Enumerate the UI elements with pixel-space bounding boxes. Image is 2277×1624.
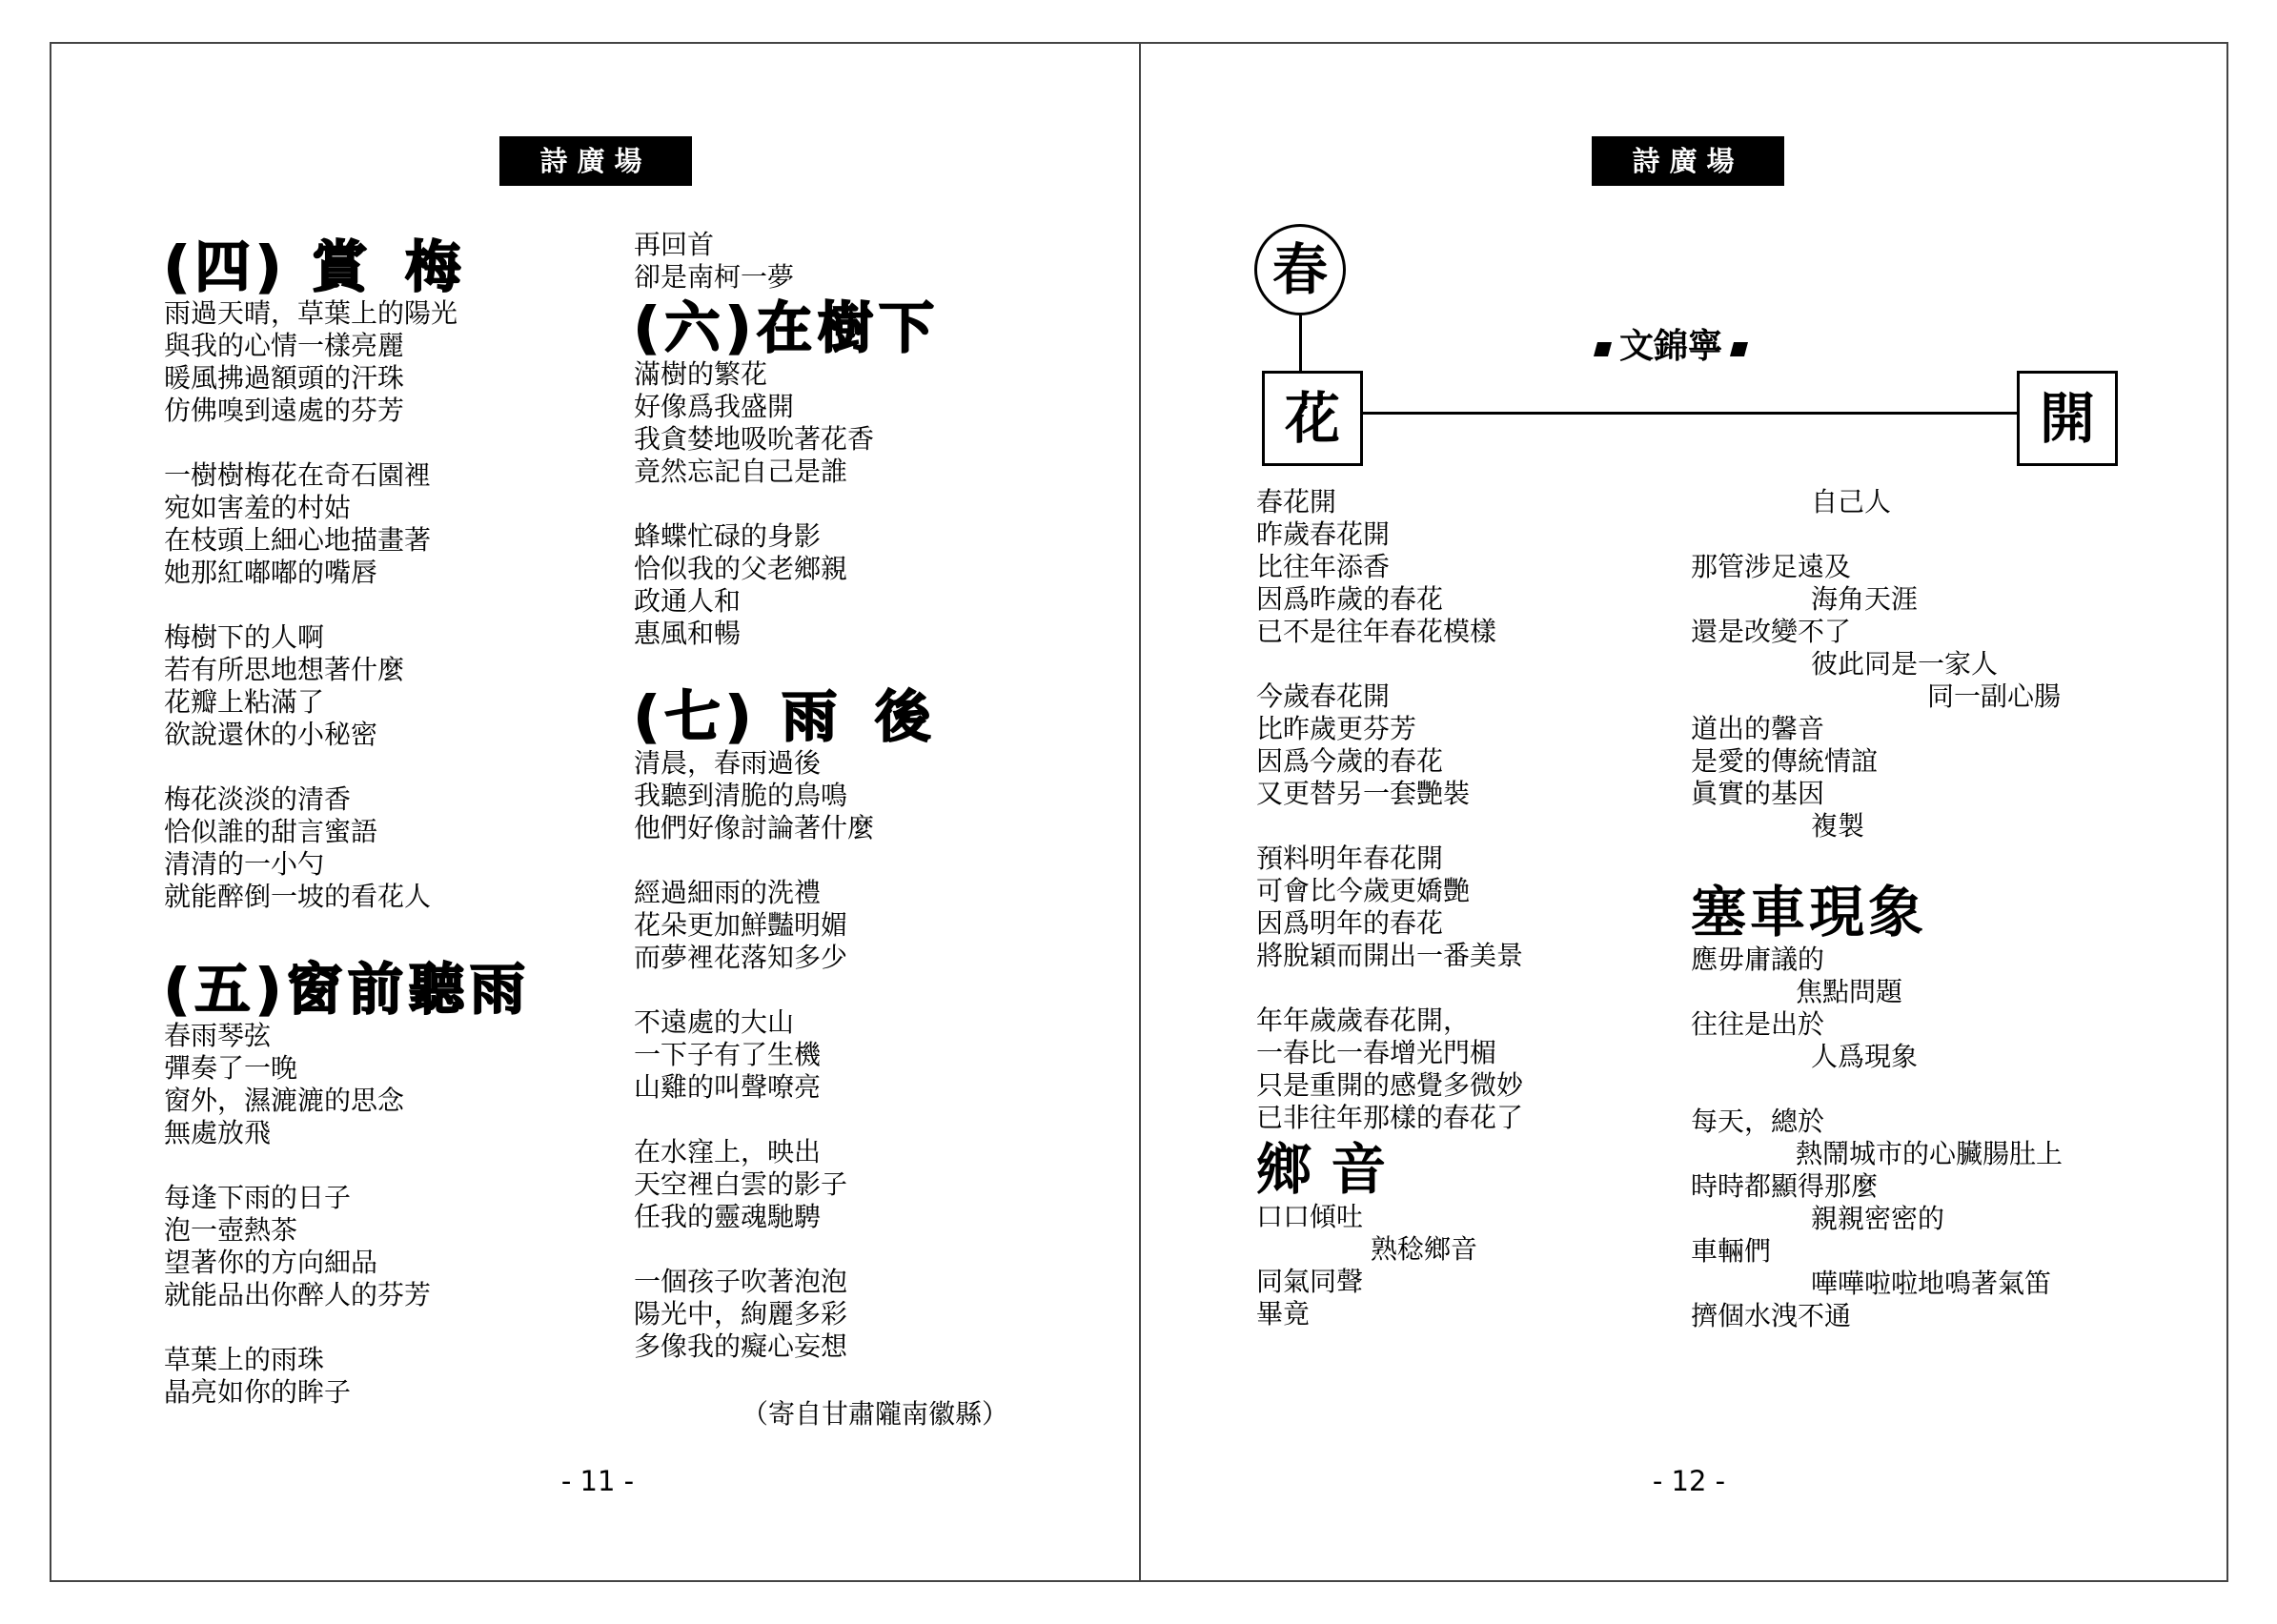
poem-line: 已不是往年春花模樣	[1256, 616, 1497, 647]
stanza	[164, 1344, 531, 1409]
sec6-title	[634, 297, 968, 358]
stanza	[1256, 680, 1523, 810]
poem-line: 花瓣上粘滿了	[164, 686, 325, 718]
poem-line: 她那紅嘟嘟的嘴唇	[164, 557, 378, 588]
poem-line: 昨歲春花開	[1256, 518, 1391, 550]
poem-line: 而夢裡花落知多少	[634, 942, 848, 973]
poem-line: 蜂蝶忙碌的身影	[634, 520, 822, 552]
poem-line: 道出的馨音	[1691, 713, 1825, 744]
left-col1	[164, 236, 531, 1409]
poem-line: 熱鬧城市的心臟腸肚上	[1796, 1138, 2064, 1169]
poem-line: 與我的心情一樣亮麗	[164, 330, 405, 361]
poem-line: 年年歲歲春花開，	[1256, 1005, 1471, 1036]
stanza	[164, 1020, 531, 1149]
poem-line: 同一副心腸	[1927, 680, 2062, 712]
poem-line: 在水窪上，映出	[634, 1136, 822, 1167]
square-bullet-icon	[1594, 342, 1612, 356]
poem-line: 清晨，春雨過後	[634, 747, 822, 779]
poem-line: 就能醉倒一坡的看花人	[164, 881, 432, 912]
poem-line: 經過細雨的洗禮	[634, 877, 822, 908]
poem-line: 複製	[1811, 810, 1865, 842]
poem-line: 泡一壺熱茶	[164, 1214, 298, 1246]
right-header-label: 詩廣場	[1592, 136, 1784, 186]
poem-line: 今歲春花開	[1256, 680, 1391, 712]
poem-line: 因爲昨歲的春花	[1256, 583, 1444, 615]
traffic-title: 塞車現象	[1691, 880, 1928, 944]
poem-line: 窗外，濕漉漉的思念	[164, 1085, 405, 1116]
poem-line: 花朵更加鮮豔明媚	[634, 909, 848, 941]
left-col2	[634, 229, 968, 1363]
sec5-poem	[164, 1020, 531, 1409]
poem-line: 任我的靈魂馳騁	[634, 1201, 822, 1232]
sec7-title-text: 雨後	[782, 684, 969, 749]
poem-line: 滿樹的繁花	[634, 358, 768, 390]
stanza	[164, 783, 531, 913]
sec5-title-text: 窗前聽雨	[287, 957, 532, 1022]
sec4-title-text: 賞梅	[312, 234, 499, 299]
poem-line	[1691, 1073, 2063, 1106]
source-note: （寄自甘肅隴南徽縣）	[742, 1398, 1009, 1430]
poem-line: 政通人和	[634, 585, 742, 617]
poem-line: 應毋庸議的	[1691, 944, 1825, 975]
poem-line: 在枝頭上細心地描畫著	[164, 524, 432, 556]
stanza	[164, 1182, 531, 1311]
stanza	[1256, 1005, 1523, 1134]
spring-circle: 春	[1254, 224, 1346, 315]
poem-line: 只是重開的感覺多微妙	[1256, 1069, 1524, 1101]
poem-line: 每天，總於	[1691, 1106, 1825, 1137]
poem-line: 彈奏了一晚	[164, 1052, 298, 1084]
sec6-title-text: 在樹下	[757, 295, 941, 360]
stanza	[1256, 842, 1523, 972]
poem-line: 同氣同聲	[1256, 1266, 1364, 1297]
poem-line: 多像我的癡心妄想	[634, 1330, 848, 1362]
traffic-poem	[1691, 944, 2063, 1332]
diagram-horizontal-line	[1363, 412, 2017, 415]
sec7-title-num: (七)	[634, 684, 758, 749]
poem-line: 海角天涯	[1811, 583, 1919, 615]
poem-line: 就能品出你醉人的芬芳	[164, 1279, 432, 1310]
stanza	[634, 747, 968, 844]
right-col2	[1691, 486, 2063, 1332]
poem-line: 人爲現象	[1811, 1041, 1919, 1072]
author-name: 文錦寧	[1619, 326, 1723, 366]
poem-line: 還是改變不了	[1691, 616, 1852, 647]
poem-line: 陽光中，絢麗多彩	[634, 1298, 848, 1330]
poem-line: 因爲今歲的春花	[1256, 745, 1444, 777]
poem-line: 雨過天晴，草葉上的陽光	[164, 297, 458, 329]
poem-line: 將脫穎而開出一番美景	[1256, 940, 1524, 971]
poem-line: 是愛的傳統情誼	[1691, 745, 1879, 777]
poem-line: 清清的一小勺	[164, 848, 325, 880]
poem-line: 口口傾吐	[1256, 1201, 1364, 1232]
diagram-vertical-line	[1299, 315, 1302, 371]
poem-line: 望著你的方向細品	[164, 1247, 378, 1278]
poem-line: 梅花淡淡的清香	[164, 783, 352, 815]
square-bullet-icon	[1730, 342, 1748, 356]
xiangyin-continued	[1691, 486, 2063, 842]
poem-line: 一個孩子吹著泡泡	[634, 1266, 848, 1297]
poem-line: 自己人	[1811, 486, 1892, 518]
left-header-label: 詩廣場	[499, 136, 692, 186]
poem-line: 無處放飛	[164, 1117, 272, 1148]
poem-line: 好像爲我盛開	[634, 391, 795, 422]
poem-line: 又更替另一套艷裝	[1256, 778, 1471, 809]
poem-line: 那管涉足遠及	[1691, 551, 1852, 582]
stanza	[1256, 486, 1523, 648]
poem-line: 眞實的基因	[1691, 778, 1825, 809]
poem-line: 預料明年春花開	[1256, 842, 1444, 874]
poem-line: 仿佛嗅到遠處的芬芳	[164, 395, 405, 426]
author-label	[1586, 319, 1756, 368]
poem-line: 一下子有了生機	[634, 1039, 822, 1070]
poem-line: 時時都顯得那麼	[1691, 1170, 1879, 1202]
xiangyin-poem	[1256, 1201, 1523, 1330]
sec4-title-num: (四)	[164, 234, 288, 299]
poem-line: 草葉上的雨珠	[164, 1344, 325, 1375]
poem-line: 春花開	[1256, 486, 1337, 518]
poem-line: 恰似誰的甜言蜜語	[164, 816, 378, 847]
right-col1	[1256, 486, 1523, 1330]
poem-line: 親親密密的	[1811, 1203, 1945, 1234]
right-page-number: - 12 -	[1652, 1465, 1726, 1497]
stanza	[634, 1266, 968, 1363]
sec6-title-num: (六)	[634, 295, 758, 360]
open-box: 開	[2017, 371, 2118, 466]
flower-box: 花	[1262, 371, 1363, 466]
spring-poem	[1256, 486, 1523, 1134]
poem-line: 宛如害羞的村姑	[164, 492, 352, 523]
poem-line: 不遠處的大山	[634, 1006, 795, 1038]
poem-line: 欲說還休的小秘密	[164, 719, 378, 750]
poem-line: 已非往年那樣的春花了	[1256, 1102, 1524, 1133]
poem-line: 焦點問題	[1796, 976, 1903, 1007]
poem-line: 車輛們	[1691, 1235, 1772, 1267]
poem-line: 比往年添香	[1256, 551, 1391, 582]
sec5-title-num: (五)	[164, 957, 288, 1022]
poem-line: 竟然忘記自己是誰	[634, 456, 848, 487]
poem-line: 畢竟	[1256, 1298, 1311, 1330]
sec7-title	[634, 686, 968, 747]
poem-line: 山雞的叫聲嘹亮	[634, 1071, 822, 1103]
sec7-poem	[634, 747, 968, 1363]
poem-line: 恰似我的父老鄉親	[634, 553, 848, 584]
poem-line: 我貪婪地吸吮著花香	[634, 423, 875, 455]
poem-line: 一春比一春增光門楣	[1256, 1037, 1497, 1068]
poem-line	[1691, 518, 2063, 551]
stanza	[164, 459, 531, 589]
poem-line: 他們好像討論著什麼	[634, 812, 875, 843]
poem-line: 晶亮如你的眸子	[164, 1376, 352, 1408]
poem-line: 擠個水洩不通	[1691, 1300, 1852, 1331]
sec5-title	[164, 959, 531, 1020]
page-divider	[1139, 42, 1141, 1582]
poem-line: 嘩嘩啦啦地鳴著氣笛	[1811, 1268, 2052, 1299]
stanza	[634, 358, 968, 488]
stanza	[164, 297, 531, 427]
poem-line: 彼此同是一家人	[1811, 648, 1999, 680]
poem-line: 比昨歲更芬芳	[1256, 713, 1417, 744]
poem-line: 天空裡白雲的影子	[634, 1168, 848, 1200]
stanza	[634, 877, 968, 974]
sec6-poem	[634, 358, 968, 650]
stanza	[634, 1006, 968, 1104]
stanza	[634, 520, 968, 650]
sec4-poem	[164, 297, 531, 913]
xiangyin-title: 鄉 音	[1256, 1137, 1387, 1202]
intro-lines	[634, 229, 968, 294]
poem-line: 每逢下雨的日子	[164, 1182, 352, 1213]
poem-line: 再回首	[634, 229, 715, 260]
poem-line: 熟稔鄉音	[1371, 1233, 1478, 1265]
left-page-number: - 11 -	[560, 1465, 635, 1497]
poem-line: 梅樹下的人啊	[164, 621, 325, 653]
stanza	[634, 1136, 968, 1233]
poem-line: 可會比今歲更嬌艷	[1256, 875, 1471, 906]
poem-line: 惠風和暢	[634, 618, 742, 649]
poem-line: 因爲明年的春花	[1256, 907, 1444, 939]
poem-line: 暖風拂過額頭的汗珠	[164, 362, 405, 394]
sec4-title	[164, 236, 531, 297]
poem-line: 春雨琴弦	[164, 1020, 272, 1051]
poem-line: 我聽到清脆的鳥鳴	[634, 780, 848, 811]
stanza	[164, 621, 531, 751]
poem-line: 往往是出於	[1691, 1008, 1825, 1040]
poem-line: 若有所思地想著什麼	[164, 654, 405, 685]
poem-line: 卻是南柯一夢	[634, 261, 795, 293]
poem-line: 一樹樹梅花在奇石園裡	[164, 459, 432, 491]
